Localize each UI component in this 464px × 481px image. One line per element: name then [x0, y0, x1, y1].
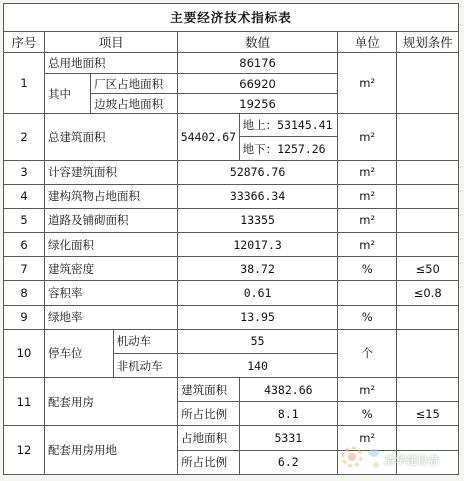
r3-no: 3 — [4, 160, 45, 184]
r9-unit: % — [338, 305, 397, 329]
r4-no: 4 — [4, 184, 45, 208]
r12-sub1-value: 5331 — [239, 426, 337, 450]
r5-cond — [397, 208, 459, 232]
r8-name: 容积率 — [44, 281, 177, 305]
r5-name: 道路及铺砌面积 — [44, 208, 177, 232]
r11-sub1-value: 4382.66 — [239, 378, 337, 402]
r1-name: 总用地面积 — [44, 53, 177, 74]
r4-value: 33366.34 — [178, 184, 338, 208]
header-seq: 序号 — [4, 32, 45, 53]
r4-cond — [397, 184, 459, 208]
r1-qizhong: 其中 — [44, 74, 90, 114]
header-value: 数值 — [178, 32, 338, 53]
r5-no: 5 — [4, 208, 45, 232]
r4-unit: m² — [338, 184, 397, 208]
r2-no: 2 — [4, 114, 45, 160]
r12-sub1-label: 占地面积 — [178, 426, 239, 450]
r8-no: 8 — [4, 281, 45, 305]
r1-sub1-label: 厂区占地面积 — [91, 74, 178, 94]
r1-cond — [397, 53, 459, 114]
r12-no: 12 — [4, 426, 45, 475]
r10-no: 10 — [4, 329, 45, 377]
r1-sub2-label: 边坡占地面积 — [91, 94, 178, 114]
r10-cond — [397, 329, 459, 377]
r5-unit: m² — [338, 208, 397, 232]
r1-no: 1 — [4, 53, 45, 114]
r12-sub1-unit: m² — [338, 426, 397, 450]
r7-name: 建筑密度 — [44, 257, 177, 281]
r6-unit: m² — [338, 233, 397, 257]
r12-sub2-label: 所占比例 — [178, 450, 239, 474]
r10-name: 停车位 — [44, 329, 113, 377]
r3-unit: m² — [338, 160, 397, 184]
r9-no: 9 — [4, 305, 45, 329]
r8-value: 0.61 — [178, 281, 338, 305]
r10-sub2-label: 非机动车 — [113, 353, 178, 377]
r1-sub1-value: 66920 — [178, 74, 338, 94]
r3-name: 计容建筑面积 — [44, 160, 177, 184]
r6-no: 6 — [4, 233, 45, 257]
r12-sub2-value: 6.2 — [239, 450, 337, 474]
r2-name: 总建筑面积 — [44, 114, 177, 160]
r10-sub2-value: 140 — [178, 353, 338, 377]
r11-sub1-unit: m² — [338, 378, 397, 402]
r8-unit — [338, 281, 397, 305]
r11-sub2-value: 8.1 — [239, 402, 337, 426]
r2-below: 地下：1257.26 — [239, 137, 337, 160]
r2-above: 地上：53145.41 — [239, 114, 337, 137]
r11-sub1-cond — [397, 378, 459, 402]
r1-unit: m² — [338, 53, 397, 114]
r7-no: 7 — [4, 257, 45, 281]
r12-name: 配套用房用地 — [44, 426, 177, 475]
r10-sub1-label: 机动车 — [113, 329, 178, 353]
r7-cond: ≤50 — [397, 257, 459, 281]
r11-sub2-label: 所占比例 — [178, 402, 239, 426]
r11-no: 11 — [4, 378, 45, 426]
r2-cond — [397, 114, 459, 160]
header-unit: 单位 — [338, 32, 397, 53]
r2-value: 54402.67 — [178, 114, 239, 160]
r6-name: 绿化面积 — [44, 233, 177, 257]
r7-unit: % — [338, 257, 397, 281]
r9-value: 13.95 — [178, 305, 338, 329]
header-cond: 规划条件 — [397, 32, 459, 53]
r4-name: 建构筑物占地面积 — [44, 184, 177, 208]
indicator-table — [3, 3, 459, 475]
r11-sub2-unit: % — [338, 402, 397, 426]
r1-sub2-value: 19256 — [178, 94, 338, 114]
r5-value: 13355 — [178, 208, 338, 232]
r2-unit: m² — [338, 114, 397, 160]
r1-value: 86176 — [178, 53, 338, 74]
r3-cond — [397, 160, 459, 184]
r11-sub2-cond: ≤15 — [397, 402, 459, 426]
r7-value: 38.72 — [178, 257, 338, 281]
r6-value: 12017.3 — [178, 233, 338, 257]
r10-unit: 个 — [338, 329, 397, 377]
r8-cond: ≤0.8 — [397, 281, 459, 305]
r9-cond — [397, 305, 459, 329]
watermark-text: 清华建设者 — [384, 454, 439, 467]
r6-cond — [397, 233, 459, 257]
r9-name: 绿地率 — [44, 305, 177, 329]
r10-sub1-value: 55 — [178, 329, 338, 353]
header-item: 项目 — [44, 32, 177, 53]
r11-name: 配套用房 — [44, 378, 177, 426]
r3-value: 52876.76 — [178, 160, 338, 184]
table-title: 主要经济技术指标表 — [4, 4, 459, 32]
r11-sub1-label: 建筑面积 — [178, 378, 239, 402]
